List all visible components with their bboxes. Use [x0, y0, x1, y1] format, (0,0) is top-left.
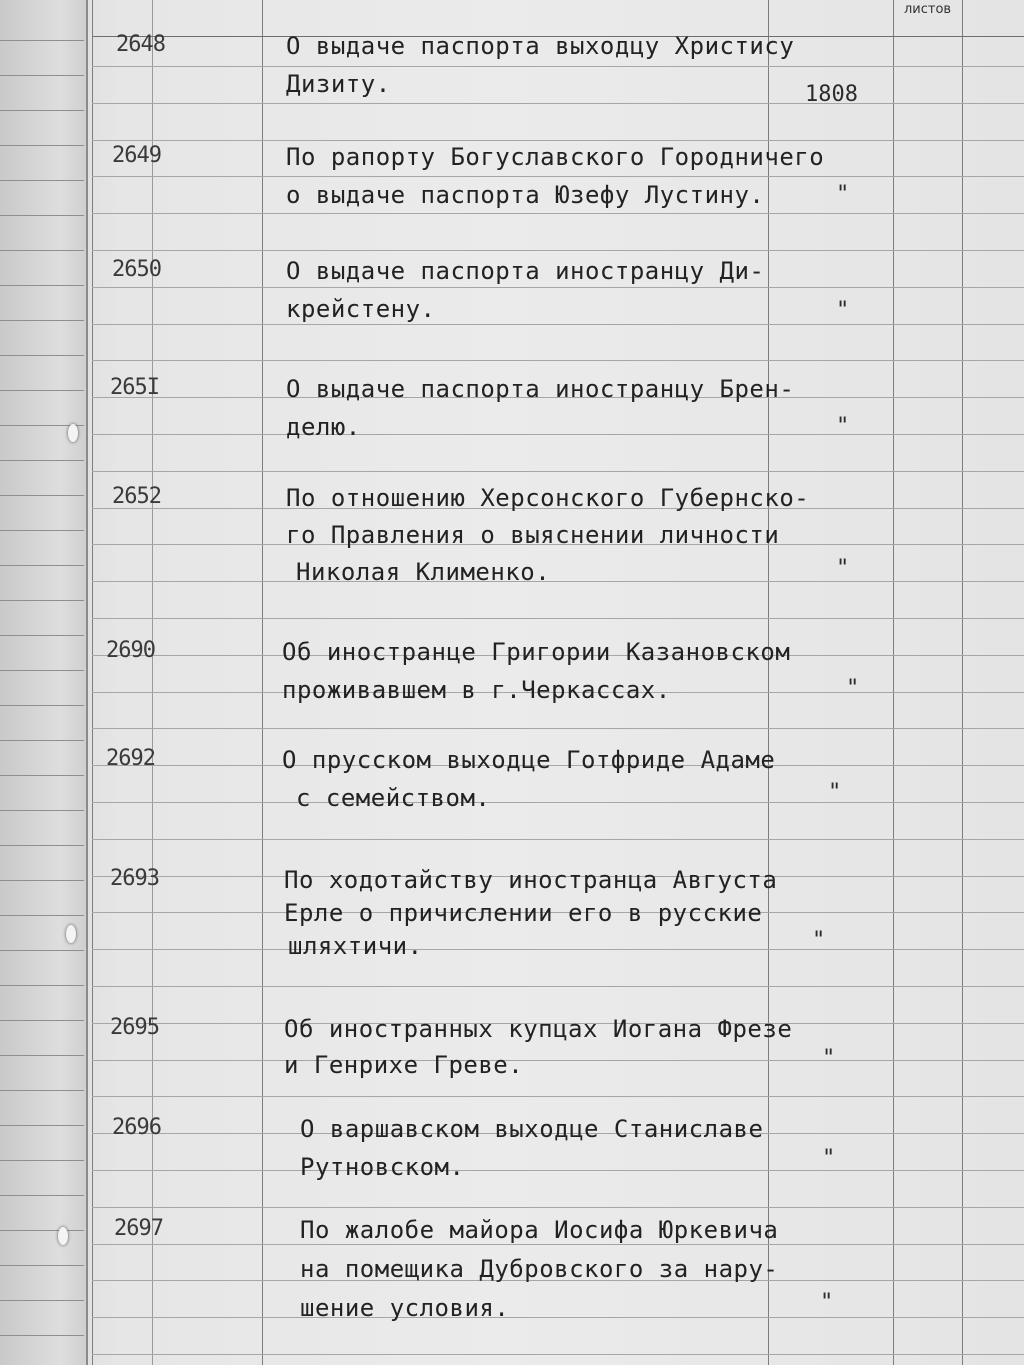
entry-year: ": [836, 556, 850, 581]
page-rule: [92, 140, 1024, 141]
page-rule: [92, 1060, 1024, 1061]
leaf-rule: [0, 880, 84, 881]
entry-title-line: По ходотайству иностранца Августа: [284, 866, 778, 894]
leaf-rule: [0, 145, 84, 146]
leaf-rule: [0, 390, 84, 391]
entry-year: ": [822, 1046, 836, 1071]
entry-number: 2648: [116, 32, 165, 57]
leaf-rule: [0, 1125, 84, 1126]
entry-title-line: и Генрихе Греве.: [284, 1051, 524, 1079]
entry-year: ": [828, 780, 842, 805]
leaf-rule: [0, 40, 84, 41]
entry-title-line: Об иностранце Григории Казановском: [282, 638, 791, 666]
column-rule-right: [962, 0, 963, 1365]
entry-number: 265I: [110, 375, 159, 400]
entry-year: ": [812, 928, 826, 953]
entry-number: 2692: [106, 746, 155, 771]
header-sheets-label: листов: [904, 2, 952, 17]
page-rule: [92, 360, 1024, 361]
entry-year: ": [822, 1146, 836, 1171]
leaf-rule: [0, 740, 84, 741]
leaf-rule: [0, 810, 84, 811]
entry-title-line: крейстену.: [286, 295, 436, 323]
page-rule: [92, 287, 1024, 288]
entry-title-line: По рапорту Богуславского Городничего: [286, 143, 825, 171]
entry-title-line: делю.: [286, 413, 361, 441]
column-rule-number: [152, 0, 153, 1365]
entry-year: ": [836, 182, 850, 207]
column-rule-left: [92, 0, 93, 1365]
page-rule: [92, 949, 1024, 950]
leaf-rule: [0, 1335, 84, 1336]
column-rule-sheets: [893, 0, 894, 1365]
page-rule: [92, 581, 1024, 582]
leaf-rule: [0, 75, 84, 76]
leaf-rule: [0, 1195, 84, 1196]
entry-number: 2690: [106, 638, 155, 663]
entry-number: 2695: [110, 1015, 159, 1040]
leaf-rule: [0, 775, 84, 776]
entry-title-line: О варшавском выходце Станиславе: [300, 1115, 764, 1143]
leaf-rule: [0, 285, 84, 286]
page-rule: [92, 1317, 1024, 1318]
entry-title-line: Об иностранных купцах Иогана Фрезе: [284, 1015, 793, 1043]
entry-year: ": [820, 1290, 834, 1315]
entry-title-line: О прусском выходце Готфриде Адаме: [282, 746, 776, 774]
entry-number: 2652: [112, 484, 161, 509]
entry-title-line: проживавшем в г.Черкассах.: [282, 676, 671, 704]
leaf-rule: [0, 1300, 84, 1301]
page-rule: [92, 176, 1024, 177]
leaf-rule: [0, 355, 84, 356]
entry-year: 1808: [805, 82, 858, 107]
page-rule: [92, 1354, 1024, 1355]
binding-hole: [58, 1227, 68, 1245]
leaf-rule: [0, 705, 84, 706]
leaf-rule: [0, 915, 84, 916]
column-rule-dates: [768, 0, 769, 1365]
entry-title-line: По жалобе майора Иосифа Юркевича: [300, 1216, 779, 1244]
entry-title-line: О выдаче паспорта выходцу Христису: [286, 32, 795, 60]
page-rule: [92, 103, 1024, 104]
entry-title-line: го Правления о выяснении личности: [286, 521, 780, 549]
page-rule: [92, 1170, 1024, 1171]
binding-hole: [66, 925, 76, 943]
entry-number: 2649: [112, 143, 161, 168]
leaf-rule: [0, 845, 84, 846]
leaf-rule: [0, 495, 84, 496]
leaf-rule: [0, 635, 84, 636]
entry-title-line: Николая Клименко.: [296, 558, 551, 586]
page-rule: [92, 1096, 1024, 1097]
entry-title-line: о выдаче паспорта Юзефу Лустину.: [286, 181, 765, 209]
page-rule: [92, 66, 1024, 67]
leaf-rule: [0, 950, 84, 951]
page-rule: [92, 250, 1024, 251]
entry-year: ": [846, 676, 860, 701]
entry-title-line: О выдаче паспорта иностранцу Ди-: [286, 257, 765, 285]
leaf-rule: [0, 1090, 84, 1091]
leaf-rule: [0, 985, 84, 986]
leaf-rule: [0, 565, 84, 566]
binding-hole: [68, 424, 78, 442]
entry-title-line: с семейством.: [296, 784, 491, 812]
entry-title-line: шляхтичи.: [288, 932, 423, 960]
page-rule: [92, 986, 1024, 987]
leaf-rule: [0, 1020, 84, 1021]
leaf-rule: [0, 1230, 84, 1231]
page-rule: [92, 434, 1024, 435]
entry-number: 2696: [112, 1115, 161, 1140]
page-rule: [92, 324, 1024, 325]
entry-title-line: О выдаче паспорта иностранцу Брен-: [286, 375, 795, 403]
page-rule: [92, 839, 1024, 840]
leaf-rule: [0, 1265, 84, 1266]
page-rule: [92, 213, 1024, 214]
entry-title-line: Ерле о причислении его в русские: [284, 899, 763, 927]
entry-number: 2693: [110, 866, 159, 891]
entry-title-line: Дизиту.: [286, 70, 391, 98]
leaf-rule: [0, 320, 84, 321]
entry-title-line: на помещика Дубровского за нару-: [300, 1255, 779, 1283]
entry-title-line: шение условия.: [300, 1294, 510, 1322]
leaf-rule: [0, 110, 84, 111]
entry-number: 2697: [114, 1216, 163, 1241]
leaf-rule: [0, 460, 84, 461]
leaf-rule: [0, 1160, 84, 1161]
leaf-rule: [0, 530, 84, 531]
column-rule-title: [262, 0, 263, 1365]
page-rule: [92, 1244, 1024, 1245]
leaf-rule: [0, 600, 84, 601]
entry-title-line: По отношению Херсонского Губернско-: [286, 484, 810, 512]
page-rule: [92, 471, 1024, 472]
entry-year: ": [836, 298, 850, 323]
entry-year: ": [836, 414, 850, 439]
leaf-rule: [0, 180, 84, 181]
leaf-rule: [0, 1055, 84, 1056]
page-rule: [92, 728, 1024, 729]
page-rule: [92, 802, 1024, 803]
leaf-rule: [0, 250, 84, 251]
leaf-rule: [0, 215, 84, 216]
page-rule: [92, 618, 1024, 619]
entry-title-line: Рутновском.: [300, 1153, 465, 1181]
page-rule: [92, 1207, 1024, 1208]
entry-number: 2650: [112, 257, 161, 282]
leaf-rule: [0, 670, 84, 671]
previous-page-edge: [0, 0, 88, 1365]
